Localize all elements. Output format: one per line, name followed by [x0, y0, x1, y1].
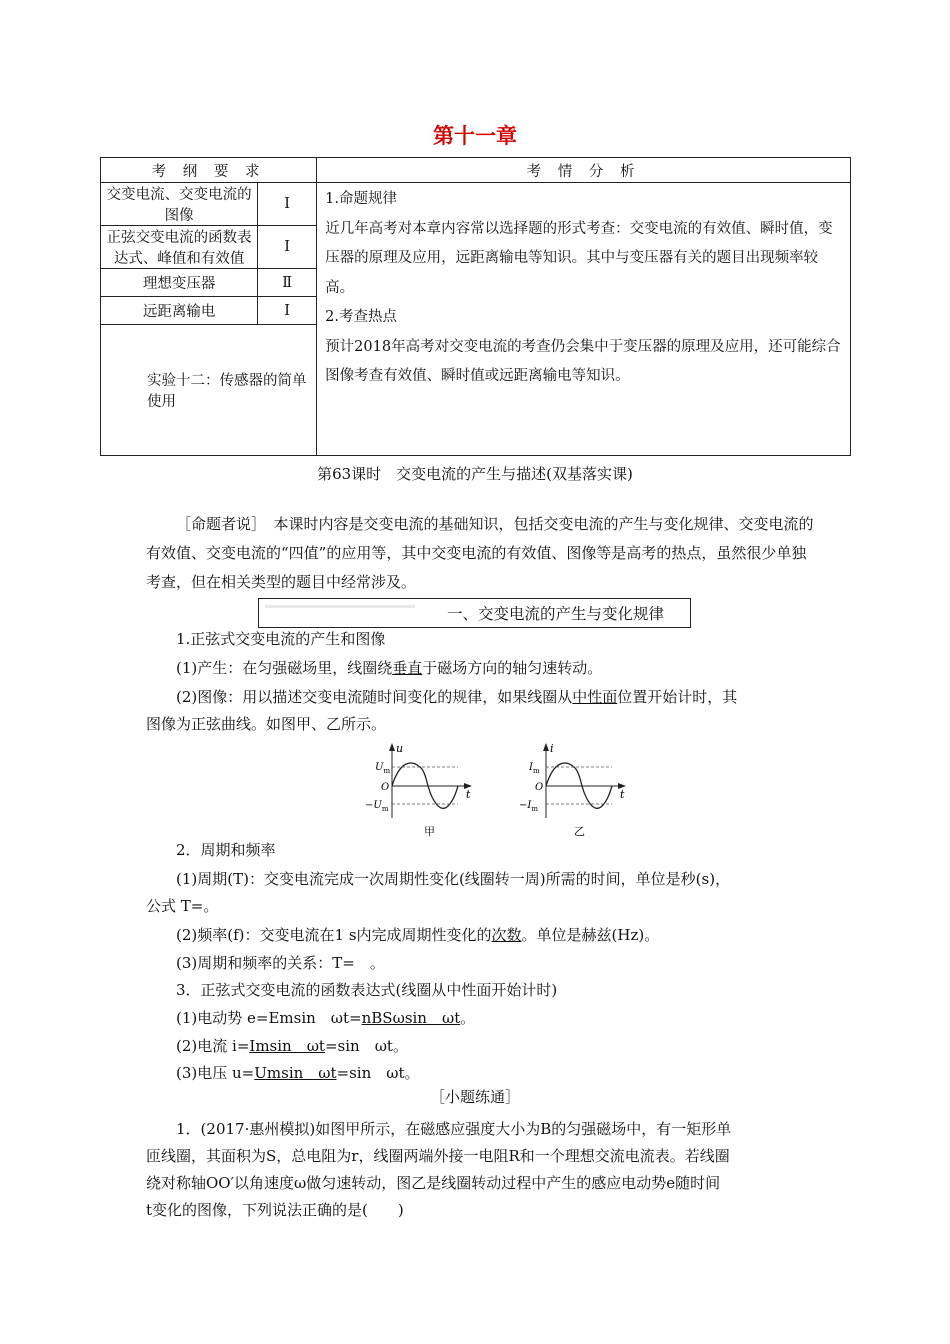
outline-header-requirements: 考 纲 要 求 — [101, 158, 317, 183]
outline-analysis-cell — [317, 183, 851, 456]
analysis-paragraph-1: 近几年高考对本章内容常以选择题的形式考查：交变电流的有效值、瞬时值，变压器的原理及应用，远距离输电等知识。其中与变压器有关的题目出现频率较高。 — [325, 220, 833, 296]
outline-level: Ⅰ — [258, 183, 317, 226]
item2-title: 2．周期和频率 — [176, 841, 276, 859]
question-1-line-1: 1．(2017·惠州模拟)如图甲所示，在磁感应强度大小为B的匀强磁场中，有一矩形单 — [176, 1120, 732, 1138]
item3-emf: (1)电动势 e=Emsin ωt=nBSωsin ωt。 — [176, 1009, 476, 1027]
analysis-heading-1: 1.命题规律 — [325, 191, 398, 207]
section-box-shade — [265, 605, 415, 608]
outline-topic: 交变电流、交变电流的图像 — [101, 183, 258, 226]
neg-peak-label: $-I_m$ — [519, 800, 538, 813]
outline-level: Ⅱ — [258, 269, 317, 297]
origin-label: O — [535, 782, 544, 793]
figure-caption: 甲 — [424, 825, 435, 838]
lesson-intro: ［命题者说］ 本课时内容是交变电流的基础知识，包括交变电流的产生与变化规律、交变电流的有效值、交变电流的“四值”的应用等，其中交变电流的有效值、图像等是高考的热点，虽然很少单独考查，但在相关类型的题目中经常涉及。 — [146, 515, 814, 591]
question-1-line-4: t变化的图像，下列说法正确的是( ) — [146, 1201, 404, 1219]
item3-current: (2)电流 i=Imsin ωt=sin ωt。 — [176, 1037, 408, 1055]
axis-label-y: u — [396, 742, 404, 755]
item3-title: 3．正弦式交变电流的函数表达式(线圈从中性面开始计时) — [176, 981, 558, 999]
outline-topic: 正弦交变电流的函数表达式、峰值和有效值 — [101, 226, 258, 269]
analysis-paragraph-2: 预计2018年高考对交变电流的考查仍会集中于变压器的原理及应用，还可能综合图像考查有效值、瞬时值或远距离输电等知识。 — [325, 338, 841, 384]
analysis-heading-2: 2.考查热点 — [325, 309, 398, 325]
sine-figure-voltage — [362, 740, 482, 840]
y-axis-arrow — [389, 743, 395, 751]
lesson-title: 第63课时 交变电流的产生与描述(双基落实课) — [317, 465, 633, 483]
item1-graph: (2)图像：用以描述交变电流随时间变化的规律，如果线圈从中性面位置开始计时，其 — [176, 688, 738, 706]
item1-title: 1.正弦式交变电流的产生和图像 — [176, 630, 386, 648]
item2-relation: (3)周期和频率的关系：T= 。 — [176, 954, 385, 972]
outline-topic: 远距离输电 — [101, 297, 258, 325]
item1-graph-cont: 图像为正弦曲线。如图甲、乙所示。 — [146, 715, 387, 733]
peak-label: $U_m$ — [375, 762, 391, 775]
axis-label-y: i — [550, 742, 554, 755]
origin-label: O — [381, 782, 390, 793]
exam-outline-table — [100, 157, 851, 456]
section-title-box — [258, 598, 691, 628]
item2-frequency: (2)频率(f)：交变电流在1 s内完成周期性变化的次数。单位是赫兹(Hz)。 — [176, 926, 660, 944]
chapter-title: 第十一章 — [433, 124, 517, 148]
item2-period: (1)周期(T)：交变电流完成一次周期性变化(线圈转一周)所需的时间，单位是秒(s)， — [176, 870, 731, 888]
outline-level: Ⅰ — [258, 226, 317, 269]
neg-peak-label: $-U_m$ — [365, 800, 389, 813]
practice-heading: ［小题练通］ — [429, 1088, 520, 1106]
y-axis-arrow — [543, 743, 549, 751]
sine-figure-current — [516, 740, 636, 840]
outline-experiment: 实验十二：传感器的简单使用 — [101, 325, 317, 456]
question-1-line-3: 绕对称轴OO′以角速度ω做匀速转动，图乙是线圈转动过程中产生的感应电动势e随时间 — [146, 1174, 721, 1192]
item3-voltage: (3)电压 u=Umsin ωt=sin ωt。 — [176, 1064, 420, 1082]
outline-level: Ⅰ — [258, 297, 317, 325]
peak-label: $I_m$ — [529, 762, 540, 775]
item1-production: (1)产生：在匀强磁场里，线圈绕垂直于磁场方向的轴匀速转动。 — [176, 659, 603, 677]
section-title: 一、交变电流的产生与变化规律 — [447, 605, 665, 623]
outline-header-analysis: 考 情 分 析 — [317, 158, 851, 183]
question-1-line-2: 匝线圈，其面积为S，总电阻为r，线圈两端外接一电阻R和一个理想交流电流表。若线圈 — [146, 1147, 730, 1165]
axis-label-x: t — [620, 788, 625, 801]
axis-label-x: t — [466, 788, 471, 801]
outline-topic: 理想变压器 — [101, 269, 258, 297]
item2-period-formula: 公式 T=。 — [146, 897, 219, 915]
figure-caption: 乙 — [574, 825, 585, 838]
